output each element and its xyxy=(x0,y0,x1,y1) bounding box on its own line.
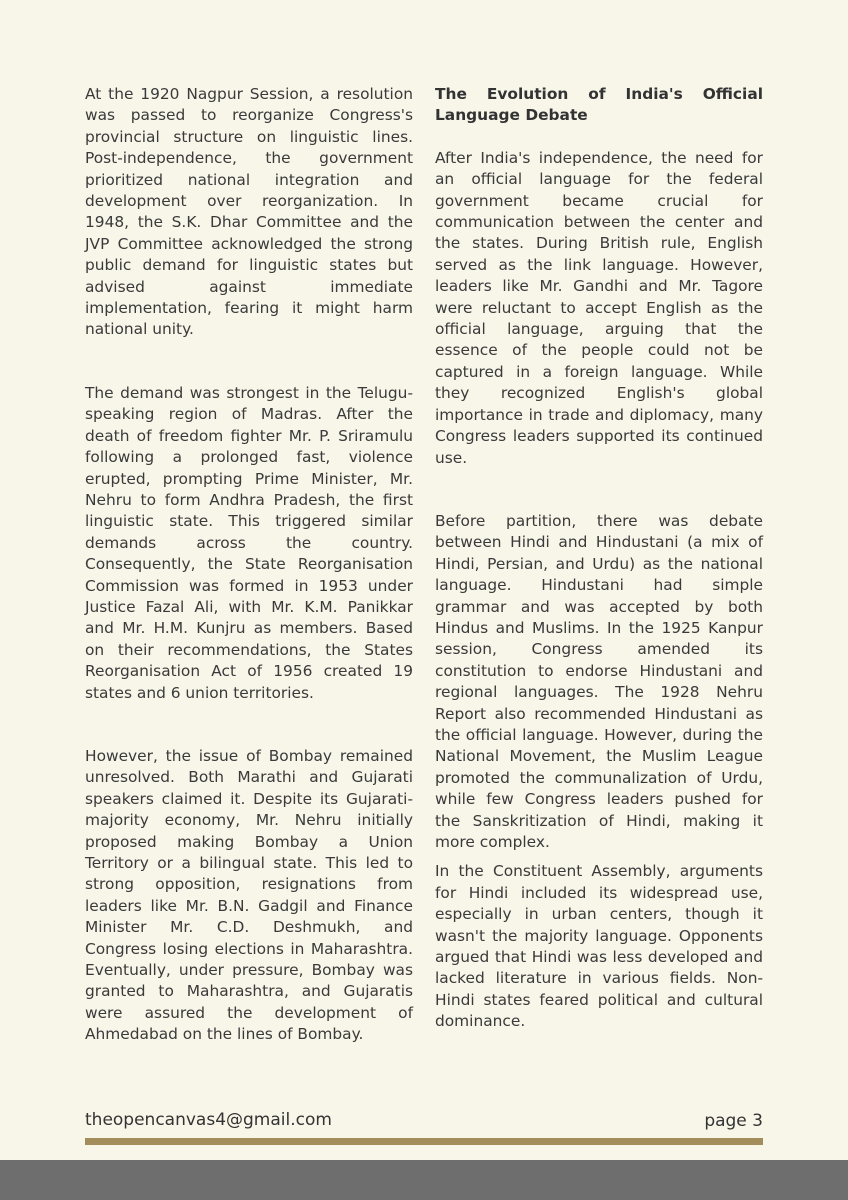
page-number: page 3 xyxy=(704,1111,763,1131)
left-column xyxy=(85,84,413,1046)
bombay-issue-paragraph: However, the issue of Bombay remained unresolved. Both Marathi and Gujarati speakers claimed it. Despite its Gujarati-majority economy, Mr. Nehru initially proposed making Bombay a Union Territory or a bilingual state. This led to strong opposition, resignations from leaders like Mr. B.N. Gadgil and Finance Minister Mr. C.D. Deshmukh, and Congress losing elections in Maharashtra. Eventually, under pressure, Bombay was granted to Maharashtra, and Gujaratis were assured the development of Ahmedabad on the lines of Bombay. xyxy=(85,746,413,1044)
footer-divider xyxy=(85,1138,763,1145)
independence-language-paragraph: After India's independence, the need for an official language for the federal government became crucial for communication between the center and the states. During British rule, English served as the link language. However, leaders like Mr. Gandhi and Mr. Tagore were reluctant to accept English as the official language, arguing that the essence of the people could not be captured in a foreign language. While they recognized English's global importance in trade and diplomacy, many Congress leaders supported its continued use. xyxy=(435,148,763,467)
constituent-assembly-paragraph: In the Constituent Assembly, arguments for Hindi included its widespread use, especially in urban centers, though it wasn't the majority language. Opponents argued that Hindi was less developed and lacked literature in various fields. Non-Hindi states feared political and cultural dominance. xyxy=(435,862,763,1031)
right-column xyxy=(435,84,763,1033)
nagpur-session-paragraph: At the 1920 Nagpur Session, a resolution was passed to reorganize Congress's provincial structure on linguistic lines. Post-independence, the government prioritized national integration and development over reorganization. In 1948, the S.K. Dhar Committee and the JVP Committee acknowledged the strong public demand for linguistic states but advised against immediate implementation, fearing it might harm national unity. xyxy=(85,85,413,339)
andhra-pradesh-paragraph: The demand was strongest in the Telugu-speaking region of Madras. After the death of freedom fighter Mr. P. Sriramulu following a prolonged fast, violence erupted, prompting Prime Minister, Mr. Nehru to form Andhra Pradesh, the first linguistic state. This triggered similar demands across the country. Consequently, the State Reorganisation Commission was formed in 1953 under Justice Fazal Ali, with Mr. K.M. Panikkar and Mr. H.M. Kunjru as members. Based on their recommendations, the States Reorganisation Act of 1956 created 19 states and 6 union territories. xyxy=(85,383,413,702)
bottom-band xyxy=(0,1160,848,1200)
footer-email: theopencanvas4@gmail.com xyxy=(85,1110,332,1130)
hindustani-paragraph: Before partition, there was debate between Hindi and Hindustani (a mix of Hindi, Persian, and Urdu) as the national language. Hindustani had simple grammar and was accepted by both Hindus and Muslims. In the 1925 Kanpur session, Congress amended its constitution to endorse Hindustani and regional languages. The 1928 Nehru Report also recommended Hindustani as the official language. However, during the National Movement, the Muslim League promoted the communalization of Urdu, while few Congress leaders pushed for the Sanskritization of Hindi, making it more complex. xyxy=(435,511,763,851)
section-heading: The Evolution of India's Official Language Debate xyxy=(435,85,763,125)
